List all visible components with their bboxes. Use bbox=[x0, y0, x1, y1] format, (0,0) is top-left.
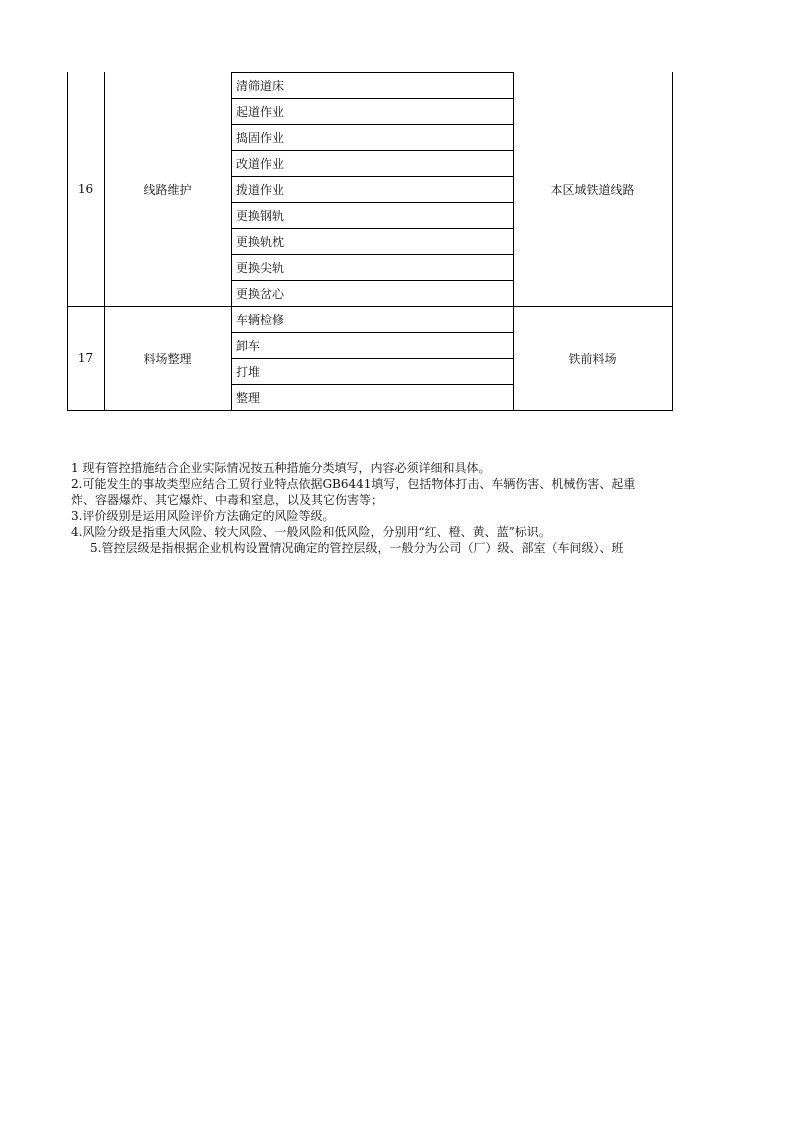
task-item: 车辆检修 bbox=[236, 312, 285, 327]
location: 本区域铁道线路 bbox=[550, 182, 635, 197]
note-1: 1 现有管控措施结合企业实际情况按五种措施分类填写，内容必须详细和具体。 bbox=[71, 461, 491, 475]
row-divider bbox=[231, 72, 513, 73]
row-divider bbox=[231, 306, 513, 307]
row-number: 16 bbox=[77, 182, 94, 196]
row-divider bbox=[231, 150, 513, 151]
row-divider bbox=[231, 176, 513, 177]
task-item: 捣固作业 bbox=[236, 130, 285, 145]
row-divider bbox=[231, 280, 513, 281]
column-divider bbox=[67, 72, 68, 410]
activity-name: 料场整理 bbox=[143, 351, 192, 366]
task-item: 起道作业 bbox=[236, 104, 285, 119]
row-number: 17 bbox=[77, 351, 94, 365]
row-divider bbox=[231, 124, 513, 125]
location: 铁前料场 bbox=[568, 351, 617, 366]
activity-name: 线路维护 bbox=[143, 182, 192, 197]
task-item: 更换岔心 bbox=[236, 286, 285, 301]
row-divider bbox=[231, 254, 513, 255]
task-item: 卸车 bbox=[236, 338, 261, 353]
task-item: 更换钢轨 bbox=[236, 208, 285, 223]
note-2-cont: 炸、容器爆炸、其它爆炸、中毒和窒息，以及其它伤害等； bbox=[71, 493, 384, 507]
notes bbox=[71, 460, 672, 556]
row-divider bbox=[231, 358, 513, 359]
row-divider bbox=[231, 384, 513, 385]
row-divider bbox=[231, 228, 513, 229]
task-item: 打堆 bbox=[236, 364, 261, 379]
task-item: 改道作业 bbox=[236, 156, 285, 171]
row-divider bbox=[231, 332, 513, 333]
task-item: 拨道作业 bbox=[236, 182, 285, 197]
task-item: 清筛道床 bbox=[236, 78, 285, 93]
note-3: 3.评价级别是运用风险评价方法确定的风险等级。 bbox=[71, 509, 335, 523]
note-5: 5.管控层级是指根据企业机构设置情况确定的管控层级，一般分为公司（厂）级、部室（车间级）、班 bbox=[90, 541, 624, 555]
note-4: 4.风险分级是指重大风险、较大风险、一般风险和低风险，分别用“红、橙、黄、蓝”标识。 bbox=[71, 525, 551, 539]
column-divider bbox=[513, 72, 514, 410]
column-divider bbox=[104, 72, 105, 410]
row-divider bbox=[231, 98, 513, 99]
task-item: 更换轨枕 bbox=[236, 234, 285, 249]
group-divider bbox=[67, 410, 673, 411]
row-divider bbox=[231, 202, 513, 203]
note-2: 2.可能发生的事故类型应结合工贸行业特点依据GB6441填写，包括物体打击、车辆伤害、机械伤害、起重 bbox=[71, 477, 636, 491]
task-item: 更换尖轨 bbox=[236, 260, 285, 275]
task-item: 整理 bbox=[236, 390, 261, 405]
column-divider bbox=[231, 72, 232, 410]
column-divider bbox=[672, 72, 673, 410]
